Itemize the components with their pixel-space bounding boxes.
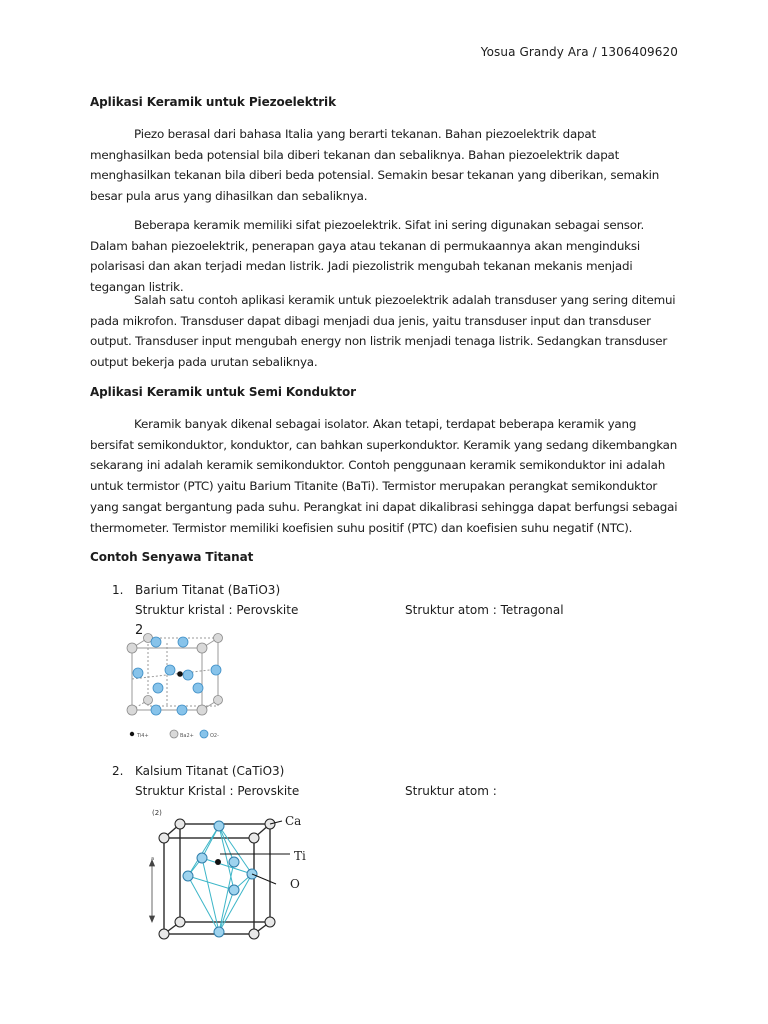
atom-label: O [290,877,300,891]
atom-structure-label: Struktur atom : Tetragonal [405,603,564,617]
legend-label: Ti4+ [137,733,149,739]
figure-number: (2) [152,809,162,817]
crystal-structure-label: Struktur kristal : Perovskite [135,603,299,617]
list-item-title: Kalsium Titanat (CaTiO3) [135,764,285,778]
paragraph-text: Salah satu contoh aplikasi keramik untuk piezoelektrik adalah transduser yang sering ditemui pada mikrofon. Transduser dapat dibagi menjadi dua jenis, yaitu transduser input dan transduser output. Transduser input mengubah energy non listrik menjadi tenaga listrik. Sedangkan transduser output bekerja pada urutan sebaliknya. [90,293,676,370]
paragraph-text: Keramik banyak dikenal sebagai isolator. Akan tetapi, terdapat beberapa keramik yang bersifat semikonduktor, konduktor, can bahkan superkonduktor. Keramik yang sedang dikembangkan sekarang ini adalah keramik semikonduktor. Contoh penggunaan keramik semikonduktor ini adalah untuk termistor (PTC) yaitu Barium Titanite (BaTi). Termistor merupakan perangkat semikonduktor yang sangat bergantung pada suhu. Perangkat ini dapat dikalibrasi sehingga dapat berfungsi sebagai thermometer. Termistor memiliki koefisien suhu positif (PTC) dan koefisien suhu negatif (NTC). [90,417,678,535]
paragraph [90,124,678,207]
svg-text:a: a [151,856,155,862]
author-line: Yosua Grandy Ara / 1306409620 [480,45,678,59]
paragraph [90,290,678,373]
section-heading-semiconductor: Aplikasi Keramik untuk Semi Konduktor [90,385,356,399]
atom-label: Ca [285,814,302,828]
list-number: 1. [112,583,124,597]
atom-structure-label: Struktur atom : [405,784,497,798]
calcium-titanate-unit-cell-diagram [140,806,315,954]
paragraph [90,215,678,298]
legend-label: Ba2+ [180,733,194,739]
barium-titanate-unit-cell-diagram [118,628,250,744]
paragraph-text: Beberapa keramik memiliki sifat piezoelektrik. Sifat ini sering digunakan sebagai sensor. Dalam bahan piezoelektrik, penerapan gaya atau tekanan di permukaannya akan menginduksi polarisasi dan akan terjadi medan listrik. Jadi piezolistrik mengubah tekanan mekanis menjadi tegangan listrik. [90,218,645,295]
paragraph-text: Piezo berasal dari bahasa Italia yang berarti tekanan. Bahan piezoelektrik dapat menghasilkan beda potensial bila diberi tekanan dan sebaliknya. Bahan piezoelektrik dapat menghasilkan tekanan bila diberi beda potensial. Semakin besar tekanan yang diberikan, semakin besar pula arus yang dihasilkan dan sebaliknya. [90,127,660,204]
list-item-title: Barium Titanat (BaTiO3) [135,583,281,597]
atom-label: Ti [294,849,306,863]
figure-number: 2 [135,623,144,638]
paragraph [90,414,678,538]
section-heading-titanate: Contoh Senyawa Titanat [90,550,254,564]
section-heading-piezoelectric: Aplikasi Keramik untuk Piezoelektrik [90,95,336,109]
list-number: 2. [112,764,124,778]
legend-label: O2- [210,733,219,739]
crystal-structure-label: Struktur Kristal : Perovskite [135,784,300,798]
